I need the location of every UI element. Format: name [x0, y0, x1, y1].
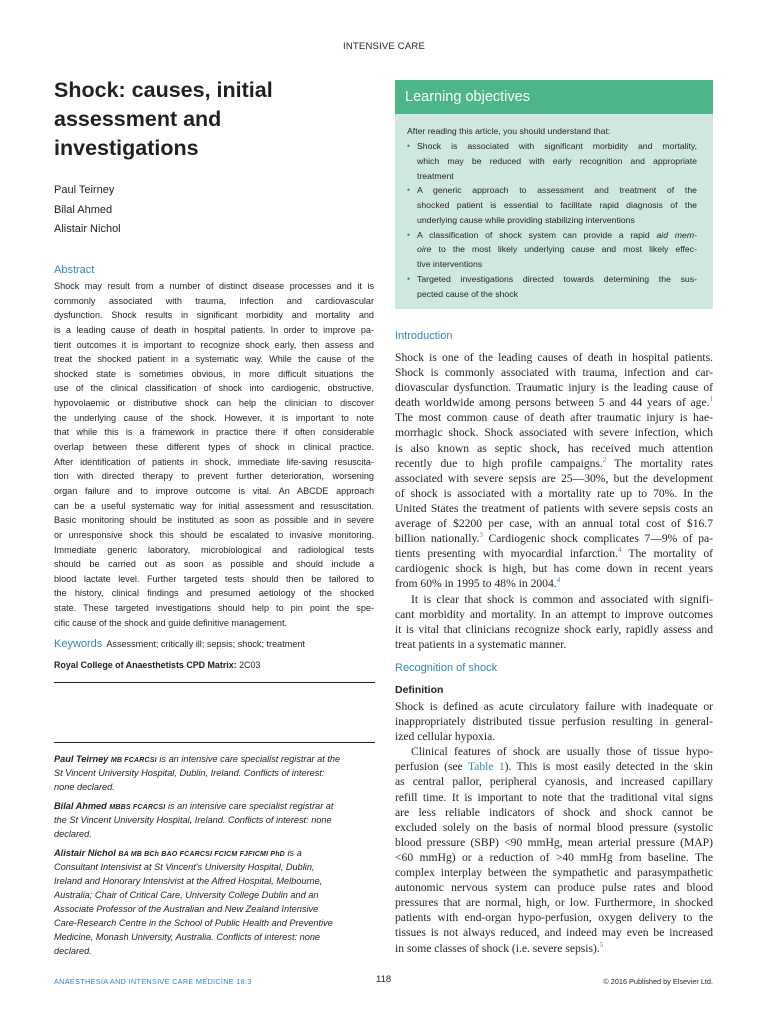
body-line: diovascular dysfunction. Traumatic injury is the leading cause of: [395, 381, 713, 395]
body-line: autonomic nervous system can produce pulse rates and blood: [395, 881, 713, 895]
abstract-line: blood lactate level. Further targeted tests should then be tailored to: [54, 573, 374, 584]
bio-line: Care-Research Centre in the School of Public Health and Preventive: [54, 918, 333, 928]
learning-objectives-list: [407, 139, 697, 301]
bio-name: Bilal Ahmed: [54, 801, 107, 811]
learning-objective-line: Shock is associated with significant morbidity and mortality,: [417, 141, 697, 151]
abstract-line: is a leading cause of death in hospital patients. In order to improve pa-: [54, 324, 374, 335]
section-heading-recognition: Recognition of shock: [395, 662, 498, 674]
bio-name: Paul Teirney: [54, 754, 109, 764]
abstract-heading: Abstract: [54, 264, 95, 276]
body-text: Cardiogenic shock complicates 7—9% of pa-: [488, 532, 713, 546]
citation-ref[interactable]: 3: [479, 531, 483, 540]
body-line: [395, 456, 713, 471]
author-name: Alistair Nichol: [54, 223, 121, 235]
learning-objective-line: treatment: [417, 170, 454, 181]
abstract-line: shocked state is sometimes obvious, in more difficult situations the: [54, 368, 374, 379]
bio-line: the St Vincent University Hospital, Ireland. Conflicts of interest: none: [54, 815, 332, 825]
bio-credentials: MBBS FCARCSI: [109, 804, 166, 811]
abstract-line: that while this is a framework in practice there if often considerable: [54, 427, 374, 438]
body-line: of shock is associated with a mortality rate up to 70%. In the: [395, 486, 713, 500]
learning-objective-line: oire to the most likely underlying cause and most likely effec-: [417, 244, 697, 255]
body-line: ized cellular hypoxia.: [395, 730, 496, 744]
body-text: The mortality rates: [614, 456, 713, 470]
title-line: Shock: causes, initial: [54, 78, 273, 102]
bio-line: Consultant Intensivist at St Vincent's University Hospital, Dublin,: [54, 862, 315, 872]
body-line: excluded solely on the basis of normal blood pressure (systolic: [395, 820, 713, 834]
body-line: it is vital that clinicians recognize shock early, rapidly assess and: [395, 622, 713, 636]
body-line: blood pressure (SBP) <90 mmHg, mean arterial pressure (MAP): [395, 835, 713, 849]
bullet-icon: •: [407, 273, 411, 284]
body-line: treat patients in a systematic manner.: [395, 637, 567, 651]
cpd-matrix: [54, 660, 260, 670]
learning-objective-line: A generic approach to assessment and treatment of the: [417, 185, 697, 196]
title-line: investigations: [54, 136, 199, 160]
citation-ref[interactable]: 2: [602, 455, 607, 464]
bio-line: declared.: [54, 946, 92, 956]
cpd-value: 2C03: [239, 660, 261, 670]
abstract-line: state. These targeted investigations should help to pin point the spe-: [54, 603, 374, 614]
page-number: 118: [376, 974, 392, 985]
abstract-line: treat the shocked patient in a systematic way. While the cause of the: [54, 354, 374, 365]
table-1-link[interactable]: Table 1: [467, 760, 505, 774]
learning-objective-item: [407, 183, 697, 227]
learning-objective-line: pected cause of the shock: [417, 288, 518, 299]
abstract-line: use of the clinical classification of shock into cardiogenic, obstructive,: [54, 383, 374, 394]
body-line: are less reliable indicators of shock and shock cannot be: [395, 805, 713, 819]
abstract-line: should be carried out as soon as possible and should include a: [54, 559, 374, 570]
body-line: complex interplay between the sympathetic and parasympathetic: [395, 866, 713, 880]
footer-journal: ANAESTHESIA AND INTENSIVE CARE MEDICINE 18:3: [54, 977, 252, 986]
learning-objective-item: [407, 228, 697, 272]
body-text: from 60% in 1995 to 48% in 2004.: [395, 577, 557, 591]
body-line: [395, 941, 713, 956]
bio-line: Ireland and Honorary Intensivist at the Alfred Hospital, Melbourne,: [54, 876, 323, 886]
learning-objective-line: which may be reduced with early recognition and appropriate: [417, 155, 697, 166]
author-list: [54, 181, 121, 240]
body-line: associated with severe sepsis are 25—30%, but the development: [395, 471, 713, 485]
body-text: ). This is most easily detected in the skin: [504, 760, 713, 774]
abstract-line: Shock may result from a number of distinct disease processes and it is: [54, 281, 374, 291]
body-line: The most common cause of death after traumatic injury is hae-: [395, 411, 713, 425]
bio-line: is an intensive care specialist registrar at the: [159, 754, 341, 764]
abstract-line: commonly associated with trauma, infection and cardiovascular: [54, 295, 374, 306]
author-name: Bilal Ahmed: [54, 203, 113, 216]
section-heading-introduction: Introduction: [395, 330, 453, 342]
author-bios: [54, 752, 374, 963]
body-line: refill time. It is important to note that the traditional vital signs: [395, 790, 713, 804]
bio-line: Medicine, Monash University, Australia. Conflicts of interest: none: [54, 932, 321, 942]
bio-credentials: BA MB BCh BAO FCARCSI FCICM FJFICMI PhD: [118, 851, 285, 858]
body-line: Clinical features of shock are usually those of tissue hypo-: [411, 745, 713, 759]
learning-objective-item: [407, 272, 697, 302]
bio-line: none declared.: [54, 782, 115, 792]
learning-objective-line: Targeted investigations directed towards determining the sus-: [417, 273, 697, 284]
body-line: cant morbidity and mortality. In an attempt to improve outcomes: [395, 607, 713, 621]
learning-objective-line: shocked patient is essential to facilitate rapid diagnosis of the: [417, 200, 697, 210]
learning-objective-item: [407, 139, 697, 183]
bio-line: St Vincent University Hospital, Dublin, Ireland. Conflicts of interest:: [54, 768, 325, 778]
divider: [54, 742, 375, 743]
citation-ref[interactable]: 4: [617, 546, 622, 555]
abstract-body: [54, 279, 374, 630]
running-head: INTENSIVE CARE: [343, 41, 425, 52]
body-line: cardiogenic shock is high, but has come down in recent years: [395, 562, 713, 576]
article-title: [54, 76, 354, 163]
learning-objective-line: A classification of shock system can provide a rapid aid mem-: [417, 229, 697, 240]
bio-line: declared.: [54, 829, 92, 839]
body-text: perfusion (see: [395, 760, 463, 774]
body-line: is also known as septic shock, has received much attention: [395, 441, 713, 455]
bio-line: Associate Professor of the Australian and New Zealand Intensive: [54, 904, 319, 914]
body-line: [395, 576, 713, 591]
abstract-line: tient outcomes it is important to recognize shock early, then assess and: [54, 339, 374, 350]
body-line: inappropriately distributed tissue perfusion resulting in general-: [395, 715, 713, 729]
body-line: tissues is not always reduced, and indeed may even be increased: [395, 926, 713, 940]
bullet-icon: •: [407, 185, 411, 196]
abstract-line: dysfunction. Shock results in significant morbidity and mortality and: [54, 310, 374, 321]
abstract-line: organ failure and to improve outcome is vital. An ABCDE approach: [54, 485, 374, 496]
abstract-line: overlap between these different types of shock in clinical practice.: [54, 442, 374, 453]
body-text: in some classes of shock (i.e. severe sepsis).: [395, 941, 600, 955]
bio-line: Australia; Chair of Critical Care, University College Dublin and an: [54, 890, 319, 900]
body-line: United States the treatment of patients with severe sepsis costs an: [395, 501, 713, 515]
bullet-icon: •: [407, 229, 411, 240]
abstract-line: tion with directed therapy to prevent further deterioration, worsening: [54, 471, 374, 482]
author-name: Paul Teirney: [54, 184, 115, 196]
body-line: It is clear that shock is common and associated with signifi-: [411, 592, 713, 606]
body-text: The mortality of: [628, 547, 713, 561]
body-line: [395, 531, 713, 546]
keywords-label: Keywords: [54, 638, 103, 650]
learning-objectives-title: Learning objectives: [405, 89, 530, 105]
author-bio: [54, 752, 374, 794]
body-line: as central pallor, peripheral cyanosis, and increased capillary: [395, 775, 713, 789]
abstract-line: the history, clinical findings and presumed aetiology of the shocked: [54, 588, 374, 599]
body-text: billion nationally.: [395, 532, 480, 546]
keywords-text: Assessment; critically ill; sepsis; shock; treatment: [106, 639, 305, 649]
learning-objective-line: tive interventions: [417, 259, 483, 269]
citation-ref[interactable]: 5: [599, 940, 604, 949]
body-line: pressures that are normal, high, or low. Furthermore, in shocked: [395, 896, 713, 910]
author-bio: [54, 799, 374, 841]
learning-objective-line: underlying cause while providing stabilizing interventions: [417, 214, 635, 225]
author-bio: [54, 846, 374, 958]
bio-line: is an intensive care specialist registrar at: [167, 801, 334, 811]
definition-body: [395, 699, 713, 956]
footer-copyright: © 2016 Published by Elsevier Ltd.: [603, 977, 713, 986]
keywords: [54, 638, 305, 650]
subsection-heading-definition: Definition: [395, 684, 444, 696]
body-text: recently due to high profile campaigns.: [395, 456, 603, 470]
abstract-line: or unresponsive shock this should be escalated to invasive monitoring.: [54, 529, 374, 540]
learning-objectives-intro: After reading this article, you should understand that:: [407, 126, 611, 136]
abstract-line: After identification of patients in shock, immediate life-saving resuscita-: [54, 456, 374, 467]
bio-line: is a: [287, 848, 302, 858]
introduction-body: [395, 350, 713, 652]
body-line: patients with end-organ hypo-perfusion, oxygen delivery to the: [395, 911, 713, 925]
body-line: [395, 759, 713, 774]
citation-ref[interactable]: 4: [556, 576, 561, 585]
abstract-line: can be a useful systematic way for initial assessment and resuscitation.: [54, 500, 374, 511]
bio-credentials: MB FCARCSI: [110, 757, 157, 764]
body-line: Shock is one of the leading causes of death in hospital patients.: [395, 351, 713, 364]
body-line: [395, 546, 713, 561]
abstract-line: the underlying cause of the shock. However, it is important to note: [54, 412, 374, 423]
body-line: Shock is defined as acute circulatory failure with inadequate or: [395, 700, 713, 713]
body-text: death worldwide among persons between 5 and 44 years of age.: [395, 396, 710, 410]
body-line: average of $2200 per case, with an annual total cost of $16.7: [395, 517, 713, 531]
title-line: assessment and: [54, 107, 222, 131]
abstract-line: Immediate generic laboratory, microbiological and radiological tests: [54, 544, 374, 555]
bio-name: Alistair Nichol: [54, 848, 116, 858]
body-line: <60 mmHg) or a reduction of >40 mmHg from baseline. The: [395, 850, 713, 864]
body-text: tients presenting with myocardial infarction.: [395, 547, 618, 561]
abstract-line: Basic monitoring should be instituted as soon as possible and in severe: [54, 515, 374, 526]
bullet-icon: •: [407, 141, 411, 151]
body-line: Shock is commonly associated with trauma, infection and car-: [395, 366, 713, 380]
body-line: morrhagic shock. Shock associated with severe infection, which: [395, 426, 713, 440]
cpd-label: Royal College of Anaesthetists CPD Matrix:: [54, 660, 237, 670]
abstract-line: hypovolaemic or distributive shock can help the clinician to discover: [54, 398, 374, 409]
citation-ref[interactable]: 1: [709, 395, 713, 404]
divider: [54, 682, 375, 683]
body-line: [395, 395, 713, 410]
abstract-line: cific cause of the shock and guide definitive management.: [54, 617, 288, 628]
